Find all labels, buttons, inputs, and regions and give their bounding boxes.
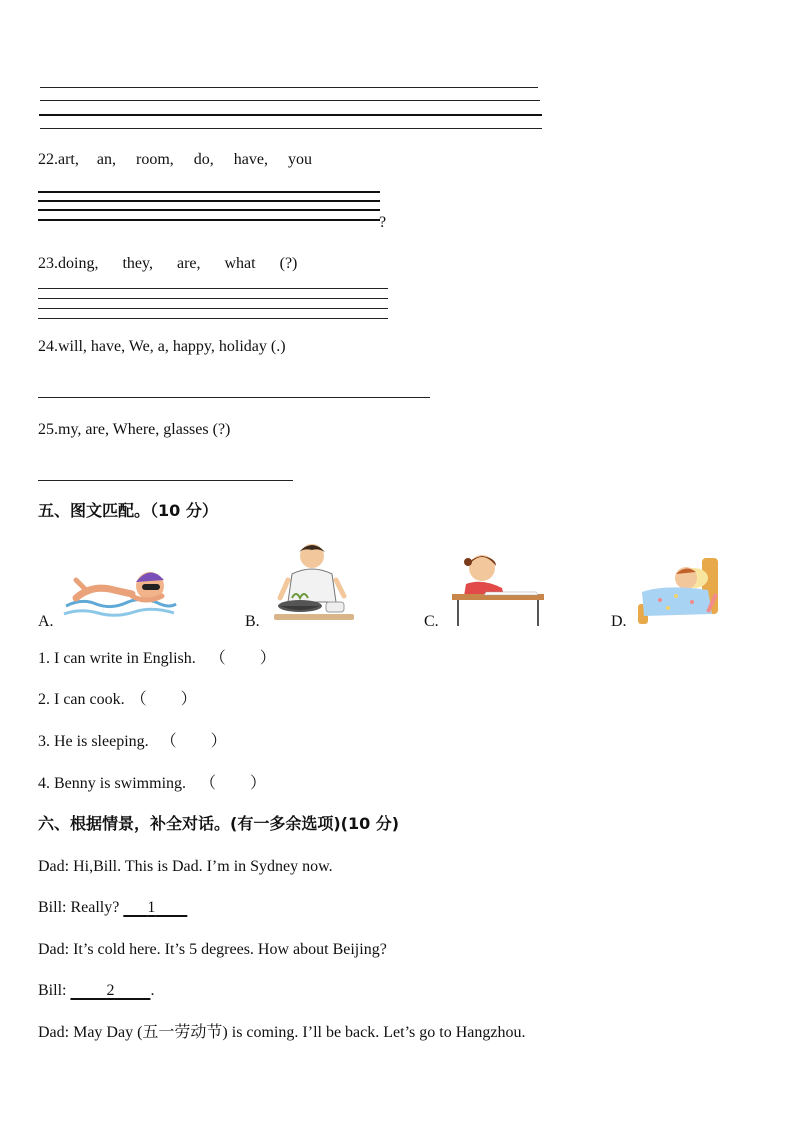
question-22: 22.art, an, room, do, have, you <box>38 151 312 168</box>
match-item-1: 1. I can write in English. （ ） <box>38 650 276 667</box>
writing-girl-icon <box>446 548 546 628</box>
dialogue-line-3: Dad: It’s cold here. It’s 5 degrees. How about Beijing? <box>38 941 387 958</box>
dialogue-line-2: Bill: Really? 1 <box>38 900 187 916</box>
option-a-label: A. <box>38 613 54 630</box>
cooking-icon <box>266 540 358 626</box>
sleeping-boy-icon <box>636 554 724 626</box>
dialogue-line-1: Dad: Hi,Bill. This is Dad. I’m in Sydney now. <box>38 858 333 875</box>
question-22-end-mark: ? <box>379 214 387 231</box>
blank-2[interactable]: 2 <box>106 982 115 999</box>
match-item-2: 2. I can cook. （ ） <box>38 691 197 708</box>
question-25: 25.my, are, Where, glasses (?) <box>38 421 231 438</box>
section-6-title: 六、根据情景，补全对话。(有一多余选项)(10 分) <box>38 814 400 833</box>
blank-1[interactable]: 1 <box>147 899 156 916</box>
answer-line-q25 <box>38 480 293 481</box>
option-b-label: B. <box>245 613 260 630</box>
swimmer-icon <box>62 558 180 620</box>
question-24: 24.will, have, We, a, happy, holiday (.) <box>38 338 286 355</box>
match-item-3: 3. He is sleeping. （ ） <box>38 733 227 750</box>
dialogue-line-4: Bill: 2 . <box>38 982 155 999</box>
option-d-label: D. <box>611 613 627 630</box>
dialogue-line-5: Dad: May Day (五一劳动节) is coming. I’ll be back. Let’s go to Hangzhou. <box>38 1024 526 1041</box>
match-item-4: 4. Benny is swimming. （ ） <box>38 775 267 792</box>
option-c-label: C. <box>424 613 439 630</box>
answer-line-q24 <box>38 397 430 398</box>
section-5-title: 五、图文匹配。（10 分） <box>38 501 218 520</box>
question-23: 23.doing, they, are, what (?) <box>38 255 298 272</box>
